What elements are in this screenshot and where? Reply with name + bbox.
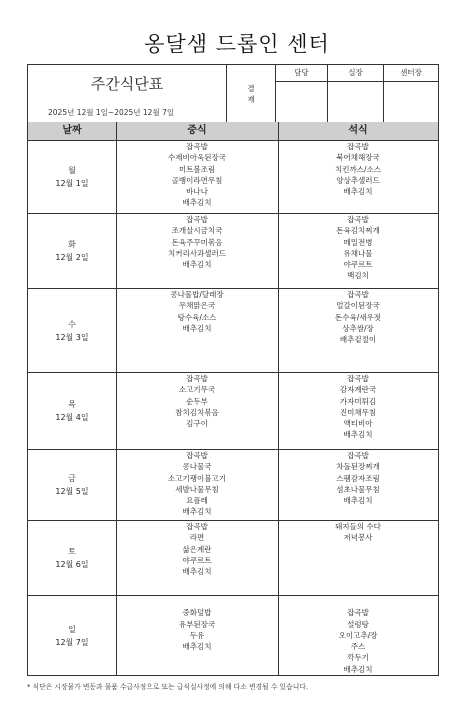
menu-item: 얼갈이된장국 xyxy=(336,301,380,311)
menu-item: 차돌된장찌개 xyxy=(336,462,380,472)
date: 12월 5일 xyxy=(55,487,89,496)
menu-item: 잡곡밥 xyxy=(347,290,369,299)
menu-item: 무채맑은국 xyxy=(178,301,216,311)
center-title: 옹달샘 드롭인 센터 xyxy=(144,32,330,56)
lunch-cell xyxy=(116,450,278,518)
menu-item: 돈육김치찌개 xyxy=(336,226,380,236)
menu-item: 오이고추/장 xyxy=(338,630,378,640)
menu-item: 가자미튀김 xyxy=(339,396,377,406)
menu-item: 중화덮밥 xyxy=(182,608,212,618)
weekday: 목 xyxy=(68,400,76,409)
menu-item: 잡곡밥 xyxy=(347,608,369,618)
menu-item: 배추김치 xyxy=(343,496,373,506)
menu-item: 설렁탕 xyxy=(347,619,369,629)
menu-item: 돈수육/새우젓 xyxy=(335,312,381,322)
dinner-cell xyxy=(278,373,438,441)
menu-item: 액티비아 xyxy=(343,419,373,429)
menu-item: 세발나물무침 xyxy=(175,484,219,494)
approval-role: 실장 xyxy=(328,65,383,82)
doc-title: 주간식단표 xyxy=(90,75,164,93)
menu-item: 삶은계란 xyxy=(182,544,212,554)
footnote: * 식단은 시장물가 변동과 물품 수급사정으로 또는 급식실사정에 의해 다소 변경될 수 있습니다. xyxy=(27,683,308,691)
weekday: 금 xyxy=(68,474,76,483)
menu-item: 감자계란국 xyxy=(339,385,377,395)
menu-item: 배추김치 xyxy=(343,664,373,674)
approval-box-staff xyxy=(276,65,328,122)
day-row xyxy=(28,373,438,450)
menu-item: 조개살시금치국 xyxy=(171,226,223,236)
approval-boxes xyxy=(276,65,438,122)
menu-item: 잡곡밥 xyxy=(186,142,208,151)
weekday: 수 xyxy=(68,319,76,329)
menu-item: 야쿠르트 xyxy=(343,260,373,270)
day-cell xyxy=(28,596,116,675)
dinner-cell xyxy=(278,521,438,544)
col-header-date: 날짜 xyxy=(62,125,82,136)
date: 12월 7일 xyxy=(55,637,89,647)
lunch-cell xyxy=(116,596,278,652)
col-header-dinner: 석식 xyxy=(348,125,368,136)
lunch-cell xyxy=(116,373,278,429)
weekday: 토 xyxy=(68,547,76,556)
menu-item: 배추김치 xyxy=(343,430,373,440)
date: 12월 4일 xyxy=(55,413,89,422)
menu-item: 메밀전병 xyxy=(343,237,373,247)
day-cell xyxy=(28,450,116,520)
menu-item: 순두부 xyxy=(186,396,208,406)
day-cell xyxy=(28,214,116,288)
approval-label-line2: 재 xyxy=(247,94,255,104)
menu-item: 잡곡밥 xyxy=(347,142,369,151)
dinner-cell xyxy=(278,450,438,506)
menu-item: 콩나물밥/달래장 xyxy=(170,290,224,299)
menu-item: 배추김치 xyxy=(182,198,212,208)
menu-item: 배추김치 xyxy=(182,567,212,577)
dinner-cell xyxy=(278,141,438,197)
menu-item: 바나나 xyxy=(186,187,208,197)
menu-item: 골뱅이라면무침 xyxy=(171,175,223,185)
menu-item: 소고기무국 xyxy=(178,385,216,395)
menu-item: 탕수육/소스 xyxy=(177,312,217,322)
menu-item: 돈육주꾸미볶음 xyxy=(171,237,223,247)
menu-item: 스팸감자조림 xyxy=(336,473,380,483)
menu-item xyxy=(116,596,278,607)
menu-item: 잡곡밥 xyxy=(186,522,208,531)
approval-box-manager xyxy=(328,65,384,122)
menu-item: 치킨까스/소스 xyxy=(335,164,381,174)
menu-item: 라면 xyxy=(189,533,205,543)
weekday: 월 xyxy=(68,166,76,175)
menu-item: 배추김치 xyxy=(182,642,212,652)
day-row xyxy=(28,289,438,373)
day-row xyxy=(28,214,438,289)
approval-role: 담당 xyxy=(276,65,327,82)
menu-item: 잡곡밥 xyxy=(186,374,208,383)
day-row xyxy=(28,521,438,596)
menu-item: 배추김치 xyxy=(182,507,212,517)
day-cell xyxy=(28,373,116,449)
weekday: 일 xyxy=(68,624,76,634)
day-row xyxy=(28,450,438,521)
approval-label-line1: 결 xyxy=(247,83,255,93)
menu-item: 잡곡밥 xyxy=(347,374,369,383)
day-cell xyxy=(28,521,116,595)
menu-item: 배추겉절이 xyxy=(339,335,377,345)
menu-item: 북어채해장국 xyxy=(336,153,380,163)
lunch-cell xyxy=(116,141,278,209)
day-row xyxy=(28,141,438,214)
menu-item xyxy=(278,596,438,607)
menu-item: 유부된장국 xyxy=(178,619,216,629)
approval-role: 센터장 xyxy=(384,65,438,82)
period-text: 2025년 12월 1일~2025년 12월 7일 xyxy=(48,108,175,117)
menu-item: 콩나물국 xyxy=(182,462,212,472)
menu-item: 상추쌈/장 xyxy=(342,323,374,333)
dinner-cell xyxy=(278,214,438,282)
menu-item: 치커리사과샐러드 xyxy=(168,248,226,258)
approval-label xyxy=(226,65,276,122)
menu-item: 잡곡밥 xyxy=(186,451,208,460)
menu-item: 김구이 xyxy=(186,419,208,429)
menu-table xyxy=(27,64,439,676)
date: 12월 2일 xyxy=(55,253,89,262)
menu-item: 유채나물 xyxy=(343,248,373,258)
menu-item: 잡곡밥 xyxy=(347,451,369,460)
weekday: 화 xyxy=(68,240,76,249)
approval-box-director xyxy=(384,65,438,122)
col-header-lunch: 중식 xyxy=(187,125,207,136)
menu-item: 주스 xyxy=(350,642,366,652)
menu-item: 잡곡밥 xyxy=(347,215,369,224)
column-header-row xyxy=(28,122,438,141)
day-cell xyxy=(28,141,116,213)
menu-item: 진미채무침 xyxy=(339,407,377,417)
menu-item: 야쿠르트 xyxy=(182,555,212,565)
date: 12월 1일 xyxy=(55,179,89,188)
menu-item: 양상추샐러드 xyxy=(336,175,380,185)
menu-item: 잡곡밥 xyxy=(186,215,208,224)
menu-item: 소고기팽이불고기 xyxy=(168,473,226,483)
lunch-cell xyxy=(116,289,278,334)
menu-item: 수제비아욱된장국 xyxy=(168,153,226,163)
menu-item: 저녁봉사 xyxy=(343,533,373,543)
menu-item: 배추김치 xyxy=(343,187,373,197)
date: 12월 3일 xyxy=(55,332,89,342)
day-cell xyxy=(28,289,116,372)
menu-item: 배추김치 xyxy=(182,323,212,333)
menu-item: 백김치 xyxy=(347,271,369,281)
table-header-block xyxy=(28,65,438,123)
lunch-cell xyxy=(116,214,278,270)
dinner-cell xyxy=(278,289,438,345)
menu-item: 미트볼조림 xyxy=(178,164,216,174)
date: 12월 6일 xyxy=(55,560,89,569)
menu-item: 두유 xyxy=(189,630,205,640)
menu-item: 돼지들의 수다 xyxy=(335,522,381,531)
menu-item: 참치김치볶음 xyxy=(175,407,219,417)
lunch-cell xyxy=(116,521,278,577)
dinner-cell xyxy=(278,596,438,675)
day-row xyxy=(28,596,438,675)
menu-item: 배추김치 xyxy=(182,260,212,270)
menu-item: 섬초나물무침 xyxy=(336,484,380,494)
menu-item: 요플레 xyxy=(186,496,208,506)
menu-item: 깍두기 xyxy=(347,653,369,663)
